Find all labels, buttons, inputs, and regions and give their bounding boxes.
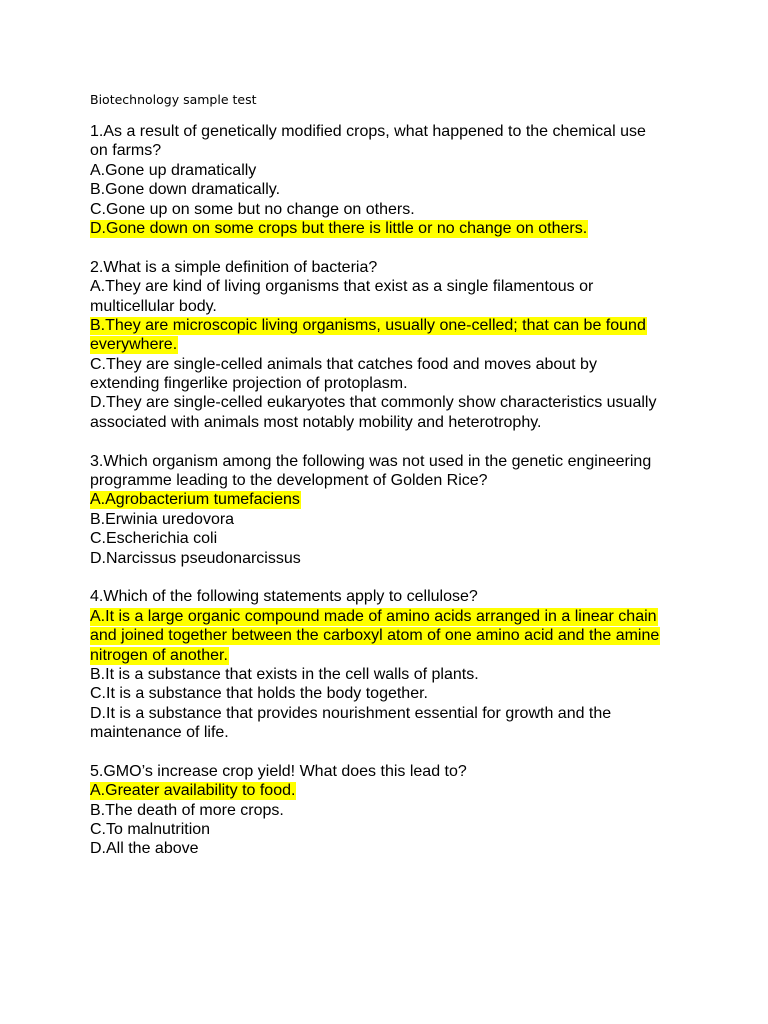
question-block <box>90 122 690 238</box>
line-text: 2.What is a simple definition of bacteria? <box>90 258 378 276</box>
line-text: A.Greater availability to food. <box>90 782 296 800</box>
question-block <box>90 587 690 742</box>
line-text: B.It is a substance that exists in the cell walls of plants. <box>90 665 479 683</box>
question-line <box>90 665 690 684</box>
line-text: D.Narcissus pseudonarcissus <box>90 549 301 567</box>
question-line <box>90 820 690 839</box>
line-text: programme leading to the development of Golden Rice? <box>90 472 488 490</box>
line-text: D.All the above <box>90 840 199 858</box>
line-text: A.It is a large organic compound made of amino acids arranged in a linear chain <box>90 607 657 625</box>
line-text: C.They are single-celled animals that catches food and moves about by <box>90 355 597 373</box>
line-text: D.It is a substance that provides nourishment essential for growth and the <box>90 704 612 722</box>
question-line <box>90 297 690 316</box>
highlighted-answer-line <box>90 781 690 800</box>
question-block <box>90 452 690 568</box>
line-text: extending fingerlike projection of protoplasm. <box>90 375 408 393</box>
line-text: B.The death of more crops. <box>90 801 284 819</box>
line-text: 5.GMO’s increase crop yield! What does this lead to? <box>90 762 467 780</box>
line-text: everywhere. <box>90 336 178 354</box>
question-line <box>90 161 690 180</box>
question-spacer <box>90 743 690 762</box>
question-line <box>90 587 690 606</box>
line-text: A.Agrobacterium tumefaciens <box>90 491 300 509</box>
line-text: A.Gone up dramatically <box>90 161 257 179</box>
highlighted-answer-line <box>90 626 690 645</box>
highlighted-answer-line <box>90 490 690 509</box>
line-text: D.Gone down on some crops but there is little or no change on others. <box>90 219 588 237</box>
question-line <box>90 529 690 548</box>
question-line <box>90 413 690 432</box>
question-line <box>90 839 690 858</box>
line-text: A.They are kind of living organisms that exist as a single filamentous or <box>90 278 594 296</box>
line-text: C.Escherichia coli <box>90 530 218 548</box>
question-line <box>90 801 690 820</box>
question-line <box>90 277 690 296</box>
line-text: 4.Which of the following statements apply to cellulose? <box>90 588 478 606</box>
question-spacer <box>90 238 690 257</box>
question-line <box>90 393 690 412</box>
line-text: B.Gone down dramatically. <box>90 181 281 199</box>
highlighted-answer-line <box>90 607 690 626</box>
line-text: 1.As a result of genetically modified crops, what happened to the chemical use <box>90 123 646 140</box>
document-title: Biotechnology sample test <box>90 92 257 107</box>
line-text: associated with animals most notably mobility and heterotrophy. <box>90 413 542 431</box>
question-line <box>90 723 690 742</box>
line-text: C.It is a substance that holds the body together. <box>90 685 428 703</box>
highlighted-answer-line <box>90 316 690 335</box>
question-line <box>90 704 690 723</box>
line-text: C.To malnutrition <box>90 821 211 839</box>
question-line <box>90 452 690 471</box>
question-line <box>90 200 690 219</box>
line-text: and joined together between the carboxyl atom of one amino acid and the amine <box>90 627 660 645</box>
question-spacer <box>90 432 690 451</box>
line-text: on farms? <box>90 142 162 160</box>
question-line <box>90 141 690 160</box>
question-line <box>90 549 690 568</box>
question-spacer <box>90 568 690 587</box>
question-line <box>90 762 690 781</box>
question-line <box>90 374 690 393</box>
highlighted-answer-line <box>90 335 690 354</box>
question-line <box>90 180 690 199</box>
line-text: C.Gone up on some but no change on others. <box>90 200 415 218</box>
line-text: multicellular body. <box>90 297 217 315</box>
highlighted-answer-line <box>90 219 690 238</box>
line-text: nitrogen of another. <box>90 646 228 664</box>
question-list <box>90 122 690 859</box>
question-line <box>90 122 690 141</box>
line-text: D.They are single-celled eukaryotes that commonly show characteristics usually <box>90 394 657 412</box>
line-text: 3.Which organism among the following was not used in the genetic engineering <box>90 452 652 470</box>
question-line <box>90 471 690 490</box>
highlighted-answer-line <box>90 646 690 665</box>
line-text: B.Erwinia uredovora <box>90 510 235 528</box>
line-text: B.They are microscopic living organisms, usually one-celled; that can be found <box>90 316 646 334</box>
line-text: maintenance of life. <box>90 724 229 742</box>
question-line <box>90 355 690 374</box>
question-line <box>90 510 690 529</box>
question-line <box>90 258 690 277</box>
question-block <box>90 258 690 433</box>
question-line <box>90 684 690 703</box>
question-block <box>90 762 690 859</box>
